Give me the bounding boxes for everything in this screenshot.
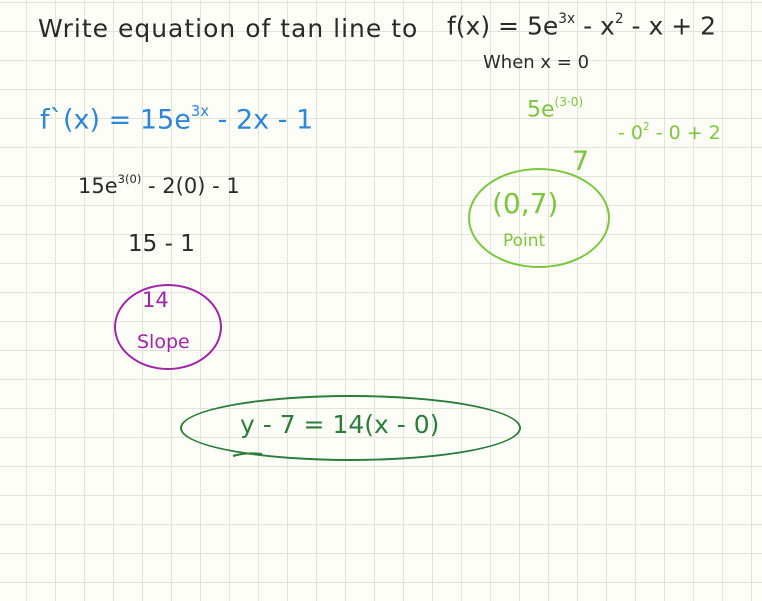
derivative-line (40, 104, 313, 134)
problem-prompt: Write equation of tan line to (38, 14, 419, 43)
function-tail-exponent: 2 (614, 11, 624, 27)
slope-label: Slope (137, 331, 190, 353)
derivative-substitution (78, 174, 240, 197)
substitution-base: 15e (78, 173, 118, 198)
function-exponent: 3x (558, 11, 576, 27)
point-expr-tail-exponent: 2 (642, 121, 650, 133)
problem-condition: When x = 0 (483, 52, 590, 73)
answer-equation: y - 7 = 14(x - 0) (240, 410, 440, 439)
slope-value: 14 (142, 288, 169, 312)
derivative-base: f`(x) = 15e (40, 104, 191, 136)
function-base: f(x) = 5e (447, 11, 559, 41)
problem-function (447, 13, 716, 39)
derivative-exponent: 3x (190, 102, 210, 120)
derivative-simplified: 15 - 1 (128, 231, 195, 257)
point-expression (527, 96, 583, 121)
function-tail: - x (583, 11, 615, 41)
derivative-tail: - 2x - 1 (217, 104, 314, 136)
function-end: - x + 2 (631, 11, 717, 41)
point-expr-exponent: (3·0) (554, 95, 584, 109)
point-result: 7 (572, 146, 590, 177)
point-expr-end: - 0 + 2 (655, 121, 721, 144)
point-label: Point (503, 231, 546, 251)
point-value: (0,7) (492, 187, 559, 220)
point-expr-tail: - 0 (618, 121, 643, 144)
substitution-exponent: 3(0) (117, 172, 142, 186)
substitution-tail: - 2(0) - 1 (148, 173, 240, 198)
point-expression-tail (618, 122, 721, 143)
point-expr-base: 5e (527, 97, 555, 123)
